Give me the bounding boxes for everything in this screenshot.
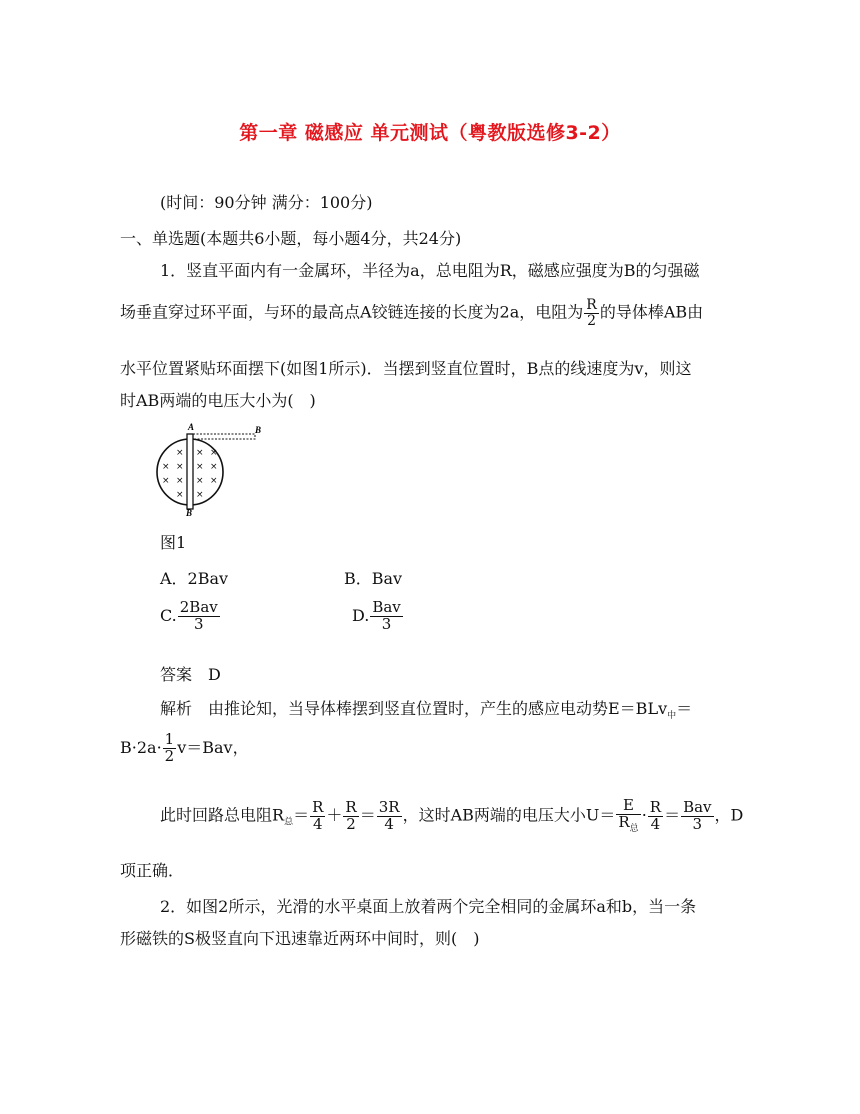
fraction-denominator: 2 xyxy=(164,746,175,765)
resistance-subscript: 总 xyxy=(284,817,294,828)
plus-sign: ＋ xyxy=(326,805,343,825)
analysis-line2 xyxy=(120,732,249,765)
fraction-denominator: 4 xyxy=(312,814,323,833)
option-d-fraction xyxy=(370,600,402,633)
fraction-denominator: 2 xyxy=(346,814,356,833)
fraction-numerator: Bav xyxy=(683,797,712,816)
fraction-bav-over-3 xyxy=(681,797,713,833)
q1-line2 xyxy=(120,298,703,328)
resistance-text: 此时回路总电阻R xyxy=(160,805,285,825)
option-b: B．Bav xyxy=(344,569,403,588)
point-a-label: A xyxy=(188,422,195,432)
fraction-denominator: 3 xyxy=(193,614,204,633)
exam-info: (时间：90分钟 满分：100分) xyxy=(160,193,373,212)
fraction-3r-over-4 xyxy=(377,797,402,833)
fraction-numerator: R xyxy=(345,797,357,816)
field-mark: × xyxy=(196,448,204,458)
field-mark: × xyxy=(162,462,170,472)
option-c-prefix: C. xyxy=(160,605,177,625)
fraction-numerator: Bav xyxy=(372,598,401,616)
q1-line1: 1．竖直平面内有一金属环，半径为a，总电阻为R，磁感应强度为B的匀强磁 xyxy=(160,261,700,280)
field-mark: × xyxy=(210,476,218,486)
q1-line3: 水平位置紧贴环面摆下(如图1所示)．当摆到竖直位置时，B点的线速度为v，则这 xyxy=(120,359,692,378)
analysis-line2-tail: v＝Bav， xyxy=(177,737,249,757)
resistance-line xyxy=(160,798,743,834)
point-b-bottom-label: B xyxy=(186,508,193,518)
q1-line2-text: 场垂直穿过环平面，与环的最高点A铰链连接的长度为2a，电阻为 xyxy=(120,302,584,322)
q1-line2-tail: 的导体棒AB由 xyxy=(599,302,704,322)
fraction-e-over-r-total xyxy=(616,798,640,834)
field-mark: × xyxy=(162,476,170,486)
rod-initial-position xyxy=(193,434,255,439)
analysis-line2-text: B·2a· xyxy=(120,737,162,757)
fraction-r-over-4 xyxy=(310,797,325,833)
analysis-line1 xyxy=(160,696,692,721)
fraction-denominator: 3 xyxy=(381,614,392,633)
page-title: 第一章 磁感应 单元测试（粤教版选修3-2） xyxy=(239,122,621,144)
fraction-denominator xyxy=(616,812,640,834)
equals-sign: ＝ xyxy=(293,805,310,825)
analysis-text: 解析 由推论知，当导体棒摆到竖直位置时，产生的感应电动势E＝BLv xyxy=(160,699,668,718)
answer: 答案 D xyxy=(160,665,221,684)
denominator-main: R xyxy=(618,812,630,831)
q1-line4: 时AB两端的电压大小为( ) xyxy=(120,391,316,410)
fraction-r-over-2 xyxy=(343,797,358,833)
q1-fraction-r-over-2 xyxy=(584,298,599,328)
analysis-subscript: 中 xyxy=(667,711,677,721)
figure-1-caption: 图1 xyxy=(160,533,187,552)
field-mark: × xyxy=(210,448,218,458)
fraction-numerator: R xyxy=(649,797,662,816)
field-mark: × xyxy=(176,462,184,472)
q2-line2: 形磁铁的S极竖直向下迅速靠近两环中间时，则( ) xyxy=(120,929,480,948)
equals-sign: ＝ xyxy=(664,805,681,825)
field-mark: × xyxy=(210,462,218,472)
field-mark: × xyxy=(196,490,204,500)
option-c xyxy=(160,600,221,633)
field-mark: × xyxy=(196,476,204,486)
fraction-denominator: 4 xyxy=(650,814,661,833)
multiply-dot: · xyxy=(641,805,647,825)
analysis-fraction-half xyxy=(163,732,177,765)
option-c-fraction xyxy=(178,600,220,633)
resistance-line-end: ，D xyxy=(714,805,744,825)
figure-1-diagram xyxy=(154,420,266,518)
fraction-numerator: R xyxy=(312,797,324,816)
option-d xyxy=(352,600,404,633)
field-mark: × xyxy=(176,490,184,500)
analysis-equals: ＝ xyxy=(676,699,693,718)
analysis-conclusion: 项正确． xyxy=(120,861,185,880)
fraction-numerator: E xyxy=(616,798,640,815)
fraction-denominator: 3 xyxy=(692,814,703,833)
fraction-r-over-4-b xyxy=(648,797,663,833)
fraction-denominator: 4 xyxy=(384,814,394,833)
fraction-numerator: 1 xyxy=(164,730,175,748)
fraction-numerator: 3R xyxy=(378,797,400,816)
fraction-denominator: 2 xyxy=(587,312,597,329)
q2-line1: 2．如图2所示，光滑的水平桌面上放着两个完全相同的金属环a和b，当一条 xyxy=(160,897,697,916)
option-a: A．2Bav xyxy=(160,569,229,588)
field-mark: × xyxy=(196,462,204,472)
section-heading: 一、单选题(本题共6小题，每小题4分，共24分) xyxy=(120,229,462,248)
fraction-numerator: 2Bav xyxy=(179,598,218,616)
field-mark: × xyxy=(176,476,184,486)
voltage-text: ，这时AB两端的电压大小U＝ xyxy=(402,805,616,825)
equals-sign: ＝ xyxy=(359,805,376,825)
conductor-rod xyxy=(187,434,193,509)
field-mark: × xyxy=(176,448,184,458)
point-b-top-label: B xyxy=(255,425,262,435)
option-d-prefix: D. xyxy=(352,605,370,625)
denominator-subscript: 总 xyxy=(629,823,639,834)
fraction-numerator: R xyxy=(586,297,597,313)
